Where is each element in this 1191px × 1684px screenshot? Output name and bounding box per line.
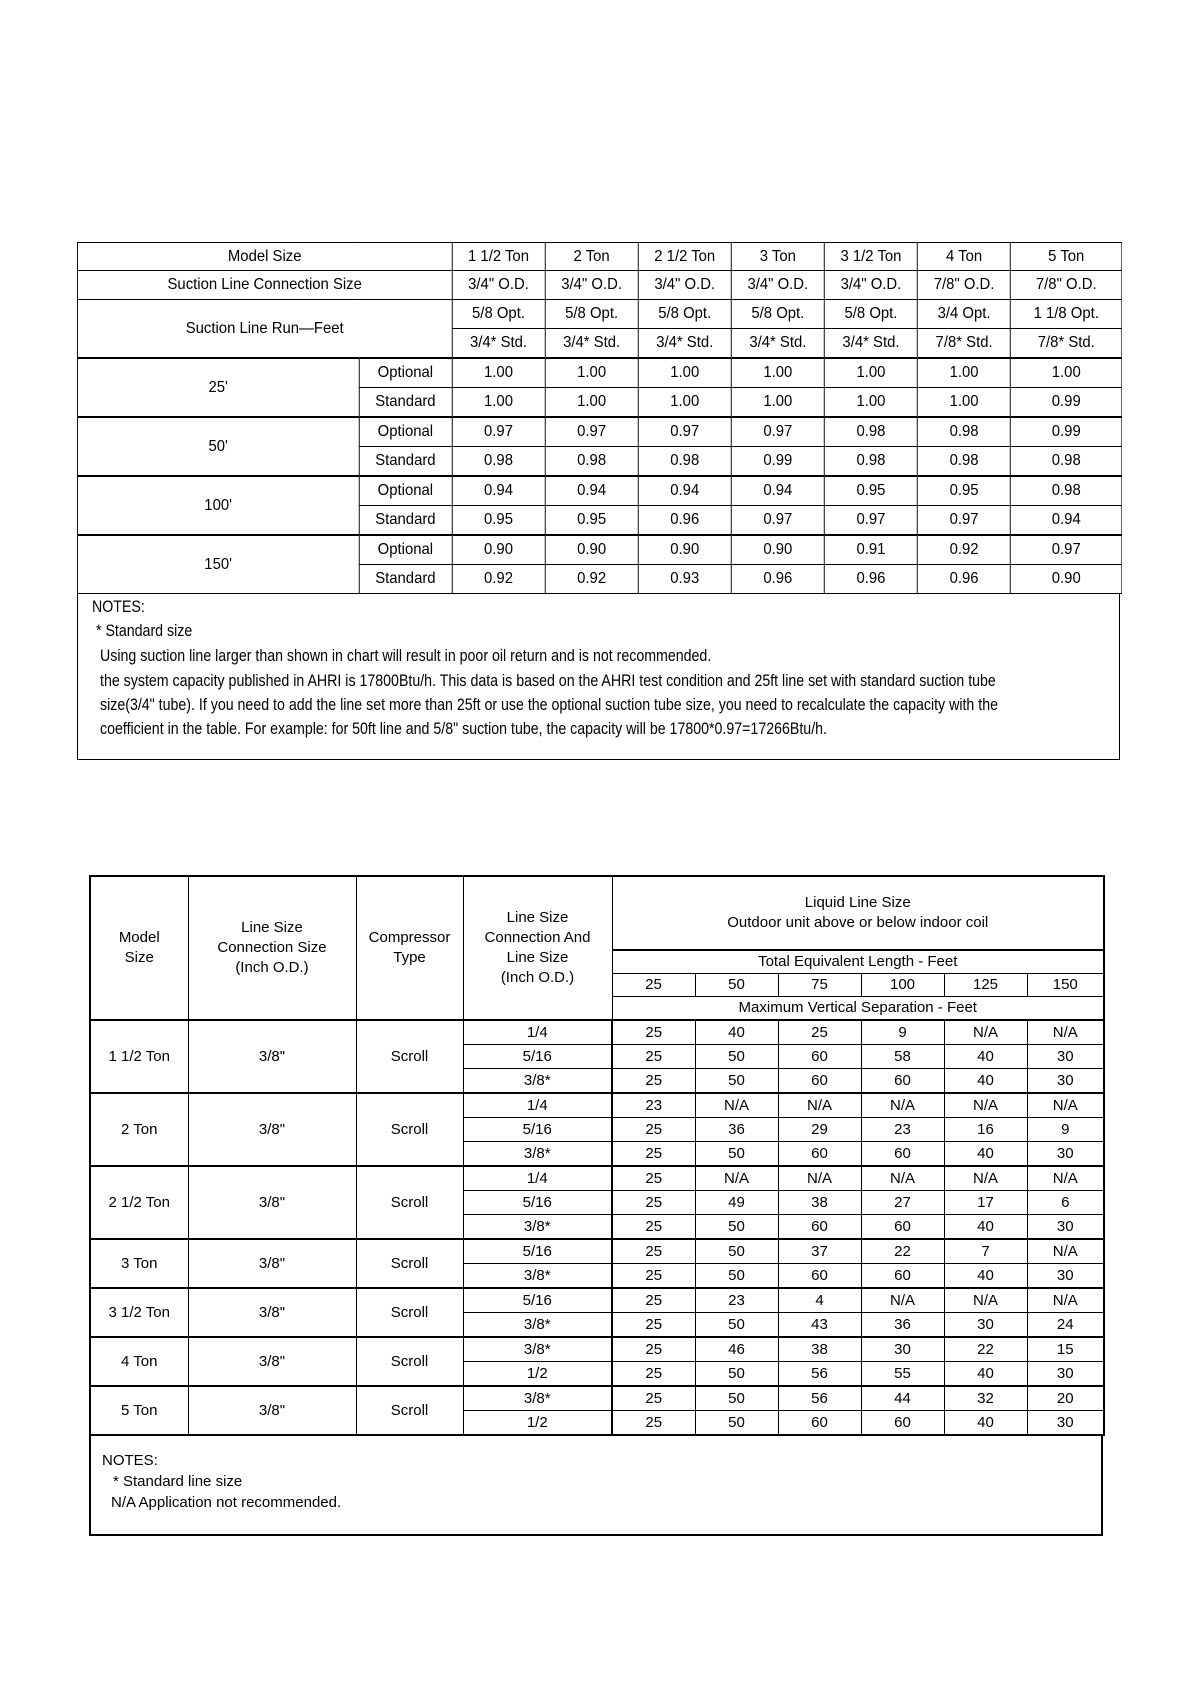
coefficient-cell: 0.90 xyxy=(452,535,545,565)
coefficient-cell: 1.00 xyxy=(824,388,917,418)
vertical-separation-cell: N/A xyxy=(778,1166,861,1191)
coefficient-cell: 0.94 xyxy=(731,476,824,506)
vertical-separation-cell: 60 xyxy=(861,1069,944,1094)
vertical-separation-cell: 40 xyxy=(944,1069,1027,1094)
vertical-separation-cell: 37 xyxy=(778,1239,861,1264)
vertical-separation-cell: 49 xyxy=(695,1191,778,1215)
coefficient-cell: 0.95 xyxy=(545,506,638,536)
model-size-label: Model Size xyxy=(77,243,451,271)
liquid-notes xyxy=(89,1436,1103,1536)
vertical-separation-cell: 30 xyxy=(1027,1362,1104,1387)
line-size-header: Line Size Connection And Line Size (Inch O.D.) xyxy=(463,876,612,1020)
compressor-type-cell: Scroll xyxy=(356,1166,463,1239)
vertical-separation-cell: 38 xyxy=(778,1191,861,1215)
coefficient-cell: 1.00 xyxy=(918,358,1011,388)
vertical-separation-cell: N/A xyxy=(861,1166,944,1191)
coefficient-cell: 0.95 xyxy=(824,476,917,506)
vertical-separation-cell: 50 xyxy=(695,1264,778,1289)
liquid-data-row xyxy=(90,1337,1104,1362)
line-size-cell: 1/4 xyxy=(463,1093,612,1118)
vertical-separation-cell: 60 xyxy=(861,1411,944,1436)
model-size-cell: 5 Ton xyxy=(1011,243,1122,271)
vertical-separation-cell: N/A xyxy=(695,1093,778,1118)
coefficient-cell: 1.00 xyxy=(824,358,917,388)
vertical-separation-cell: 30 xyxy=(1027,1411,1104,1436)
coefficient-cell: 1.00 xyxy=(545,388,638,418)
coefficient-cell: 1.00 xyxy=(918,388,1011,418)
model-size-row xyxy=(77,243,1121,271)
coefficient-cell: 1.00 xyxy=(452,388,545,418)
vertical-separation-cell: 30 xyxy=(1027,1215,1104,1240)
liquid-data-row xyxy=(90,1386,1104,1411)
vertical-separation-cell: 30 xyxy=(1027,1142,1104,1167)
vertical-separation-cell: 9 xyxy=(861,1020,944,1045)
vertical-separation-cell: 36 xyxy=(861,1313,944,1338)
vertical-separation-cell: 25 xyxy=(612,1362,695,1387)
vertical-separation-cell: 25 xyxy=(612,1142,695,1167)
coefficient-cell: 0.98 xyxy=(1011,476,1122,506)
vertical-separation-cell: 50 xyxy=(695,1386,778,1411)
coefficient-cell: 0.98 xyxy=(452,447,545,477)
vertical-separation-cell: N/A xyxy=(944,1166,1027,1191)
model-size-cell: 2 Ton xyxy=(90,1093,188,1166)
connection-size-cell: 3/8" xyxy=(188,1337,356,1386)
vertical-separation-cell: N/A xyxy=(861,1093,944,1118)
line-size-cell: 3/8* xyxy=(463,1313,612,1338)
compressor-type-cell: Scroll xyxy=(356,1239,463,1288)
vertical-separation-cell: 29 xyxy=(778,1118,861,1142)
coefficient-cell: 0.98 xyxy=(918,417,1011,447)
vertical-separation-cell: 40 xyxy=(944,1215,1027,1240)
length-value: 150 xyxy=(1027,974,1104,997)
coefficient-cell: 0.93 xyxy=(638,565,731,594)
vertical-separation-cell: 25 xyxy=(612,1411,695,1436)
vertical-separation-cell: 25 xyxy=(612,1239,695,1264)
vertical-separation-cell: 60 xyxy=(778,1215,861,1240)
coefficient-cell: 0.96 xyxy=(918,565,1011,594)
liquid-header-row xyxy=(90,876,1104,950)
vertical-separation-cell: 50 xyxy=(695,1411,778,1436)
standard-label: Standard xyxy=(359,565,452,594)
vertical-separation-cell: 20 xyxy=(1027,1386,1104,1411)
coefficient-cell: 0.99 xyxy=(1011,417,1122,447)
length-value: 50 xyxy=(695,974,778,997)
coefficient-cell: 0.98 xyxy=(824,417,917,447)
vertical-separation-cell: N/A xyxy=(778,1093,861,1118)
vertical-separation-cell: 25 xyxy=(612,1337,695,1362)
line-size-cell: 5/16 xyxy=(463,1288,612,1313)
vertical-separation-cell: 40 xyxy=(944,1045,1027,1069)
length-value: 100 xyxy=(861,974,944,997)
run-length: 50' xyxy=(77,417,358,476)
compressor-type-cell: Scroll xyxy=(356,1386,463,1435)
vertical-separation-cell: 30 xyxy=(861,1337,944,1362)
coefficient-cell: 0.97 xyxy=(1011,535,1122,565)
line-size-cell: 5/16 xyxy=(463,1118,612,1142)
vertical-separation-cell: 38 xyxy=(778,1337,861,1362)
note-standard-line: * Standard line size xyxy=(113,1473,243,1490)
coefficient-cell: 0.90 xyxy=(731,535,824,565)
note-capacity-2: size(3/4" tube). If you need to add the line set more than 25ft or use the optional suction tube size, you need to recalculate the capacity with the xyxy=(100,696,998,714)
vertical-separation-cell: 25 xyxy=(612,1386,695,1411)
vertical-separation-cell: 56 xyxy=(778,1386,861,1411)
model-size-cell: 3 Ton xyxy=(90,1239,188,1288)
coefficient-cell: 0.97 xyxy=(638,417,731,447)
optional-tube-cell: 5/8 Opt. xyxy=(731,300,824,329)
note-standard-size: * Standard size xyxy=(96,622,193,640)
vertical-separation-cell: 60 xyxy=(778,1142,861,1167)
length-value: 75 xyxy=(778,974,861,997)
vertical-separation-cell: N/A xyxy=(944,1288,1027,1313)
run-optional-row xyxy=(77,417,1121,447)
coefficient-cell: 0.98 xyxy=(918,447,1011,477)
standard-label: Standard xyxy=(359,388,452,418)
vertical-separation-cell: 25 xyxy=(612,1069,695,1094)
vertical-separation-cell: N/A xyxy=(1027,1239,1104,1264)
note-oil-return: Using suction line larger than shown in chart will result in poor oil return and is not recommended. xyxy=(100,647,712,665)
optional-label: Optional xyxy=(359,476,452,506)
coefficient-cell: 0.96 xyxy=(824,565,917,594)
coefficient-cell: 1.00 xyxy=(731,388,824,418)
connection-size-cell: 3/8" xyxy=(188,1093,356,1166)
coefficient-cell: 0.98 xyxy=(824,447,917,477)
vertical-separation-cell: 50 xyxy=(695,1239,778,1264)
model-size-cell: 2 Ton xyxy=(545,243,638,271)
standard-label: Standard xyxy=(359,447,452,477)
run-optional-row xyxy=(77,358,1121,388)
vertical-separation-cell: 60 xyxy=(778,1045,861,1069)
vertical-separation-cell: 60 xyxy=(861,1142,944,1167)
optional-tube-cell: 5/8 Opt. xyxy=(545,300,638,329)
vertical-separation-cell: 50 xyxy=(695,1313,778,1338)
compressor-type-cell: Scroll xyxy=(356,1288,463,1337)
run-length: 25' xyxy=(77,358,358,417)
note-capacity-3: coefficient in the table. For example: for 50ft line and 5/8" suction tube, the capacity will be 17800*0.97=17266Btu/h. xyxy=(100,720,827,738)
model-size-cell: 2 1/2 Ton xyxy=(90,1166,188,1239)
connection-size-header: Line Size Connection Size (Inch O.D.) xyxy=(188,876,356,1020)
optional-tube-cell: 3/4 Opt. xyxy=(918,300,1011,329)
model-size-cell: 4 Ton xyxy=(90,1337,188,1386)
coefficient-cell: 1.00 xyxy=(545,358,638,388)
vertical-separation-cell: N/A xyxy=(944,1093,1027,1118)
vertical-separation-cell: 23 xyxy=(612,1093,695,1118)
optional-label: Optional xyxy=(359,358,452,388)
run-optional-row xyxy=(77,476,1121,506)
vertical-separation-cell: 43 xyxy=(778,1313,861,1338)
liquid-data-row xyxy=(90,1288,1104,1313)
connection-label: Suction Line Connection Size xyxy=(77,271,451,300)
vertical-separation-cell: 60 xyxy=(861,1264,944,1289)
connection-row xyxy=(77,271,1121,300)
vertical-separation-label: Maximum Vertical Separation - Feet xyxy=(612,997,1104,1021)
suction-notes xyxy=(77,594,1120,760)
vertical-separation-cell: 44 xyxy=(861,1386,944,1411)
coefficient-cell: 0.94 xyxy=(1011,506,1122,536)
vertical-separation-cell: 25 xyxy=(612,1045,695,1069)
model-size-cell: 1 1/2 Ton xyxy=(452,243,545,271)
coefficient-cell: 0.96 xyxy=(731,565,824,594)
connection-cell: 7/8" O.D. xyxy=(1011,271,1122,300)
vertical-separation-cell: N/A xyxy=(1027,1288,1104,1313)
coefficient-cell: 0.90 xyxy=(1011,565,1122,594)
coefficient-cell: 1.00 xyxy=(638,358,731,388)
coefficient-cell: 0.98 xyxy=(638,447,731,477)
vertical-separation-cell: N/A xyxy=(861,1288,944,1313)
vertical-separation-cell: 50 xyxy=(695,1069,778,1094)
coefficient-cell: 1.00 xyxy=(1011,358,1122,388)
standard-tube-cell: 3/4* Std. xyxy=(824,329,917,359)
vertical-separation-cell: N/A xyxy=(1027,1020,1104,1045)
vertical-separation-cell: 40 xyxy=(944,1142,1027,1167)
vertical-separation-cell: 55 xyxy=(861,1362,944,1387)
vertical-separation-cell: 27 xyxy=(861,1191,944,1215)
coefficient-cell: 0.92 xyxy=(452,565,545,594)
standard-tube-cell: 3/4* Std. xyxy=(545,329,638,359)
coefficient-cell: 0.97 xyxy=(731,417,824,447)
vertical-separation-cell: 40 xyxy=(944,1411,1027,1436)
vertical-separation-cell: 50 xyxy=(695,1362,778,1387)
optional-tube-row xyxy=(77,300,1121,329)
coefficient-cell: 1.00 xyxy=(731,358,824,388)
vertical-separation-cell: 60 xyxy=(778,1411,861,1436)
vertical-separation-cell: 6 xyxy=(1027,1191,1104,1215)
note-capacity-1: the system capacity published in AHRI is 17800Btu/h. This data is based on the AHRI test condition and 25ft line set with standard suction tube xyxy=(100,672,996,690)
note-na: N/A Application not recommended. xyxy=(111,1494,342,1511)
line-size-cell: 3/8* xyxy=(463,1264,612,1289)
standard-tube-cell: 3/4* Std. xyxy=(731,329,824,359)
connection-cell: 3/4" O.D. xyxy=(824,271,917,300)
model-size-header: Model Size xyxy=(90,876,188,1020)
coefficient-cell: 0.94 xyxy=(638,476,731,506)
coefficient-cell: 0.97 xyxy=(452,417,545,447)
connection-cell: 3/4" O.D. xyxy=(452,271,545,300)
vertical-separation-cell: 17 xyxy=(944,1191,1027,1215)
vertical-separation-cell: 23 xyxy=(695,1288,778,1313)
vertical-separation-cell: 40 xyxy=(695,1020,778,1045)
line-size-cell: 1/2 xyxy=(463,1411,612,1436)
connection-size-cell: 3/8" xyxy=(188,1288,356,1337)
optional-tube-cell: 1 1/8 Opt. xyxy=(1011,300,1122,329)
coefficient-cell: 0.91 xyxy=(824,535,917,565)
vertical-separation-cell: 30 xyxy=(944,1313,1027,1338)
coefficient-cell: 0.98 xyxy=(545,447,638,477)
vertical-separation-cell: 16 xyxy=(944,1118,1027,1142)
suction-line-table-section xyxy=(77,242,1122,760)
vertical-separation-cell: 56 xyxy=(778,1362,861,1387)
vertical-separation-cell: 7 xyxy=(944,1239,1027,1264)
coefficient-cell: 0.95 xyxy=(452,506,545,536)
vertical-separation-cell: 60 xyxy=(778,1069,861,1094)
compressor-type-header: Compressor Type xyxy=(356,876,463,1020)
coefficient-cell: 0.96 xyxy=(638,506,731,536)
vertical-separation-cell: N/A xyxy=(1027,1166,1104,1191)
compressor-type-cell: Scroll xyxy=(356,1337,463,1386)
liquid-data-row xyxy=(90,1239,1104,1264)
optional-tube-cell: 5/8 Opt. xyxy=(638,300,731,329)
vertical-separation-cell: 50 xyxy=(695,1142,778,1167)
standard-label: Standard xyxy=(359,506,452,536)
model-size-cell: 1 1/2 Ton xyxy=(90,1020,188,1093)
coefficient-cell: 1.00 xyxy=(452,358,545,388)
liquid-data-row xyxy=(90,1020,1104,1045)
connection-cell: 3/4" O.D. xyxy=(545,271,638,300)
compressor-type-cell: Scroll xyxy=(356,1093,463,1166)
length-value: 25 xyxy=(612,974,695,997)
coefficient-cell: 0.90 xyxy=(545,535,638,565)
connection-size-cell: 3/8" xyxy=(188,1386,356,1435)
connection-cell: 3/4" O.D. xyxy=(731,271,824,300)
vertical-separation-cell: 25 xyxy=(778,1020,861,1045)
vertical-separation-cell: 60 xyxy=(861,1215,944,1240)
vertical-separation-cell: 60 xyxy=(778,1264,861,1289)
liquid-line-table xyxy=(89,875,1105,1436)
vertical-separation-cell: 50 xyxy=(695,1215,778,1240)
vertical-separation-cell: 24 xyxy=(1027,1313,1104,1338)
run-optional-row xyxy=(77,535,1121,565)
vertical-separation-cell: 25 xyxy=(612,1118,695,1142)
coefficient-cell: 0.97 xyxy=(545,417,638,447)
optional-tube-cell: 5/8 Opt. xyxy=(452,300,545,329)
coefficient-cell: 0.99 xyxy=(731,447,824,477)
vertical-separation-cell: 4 xyxy=(778,1288,861,1313)
line-size-cell: 1/4 xyxy=(463,1020,612,1045)
line-size-cell: 3/8* xyxy=(463,1215,612,1240)
liquid-line-title: Liquid Line Size Outdoor unit above or below indoor coil xyxy=(612,876,1104,950)
coefficient-cell: 0.97 xyxy=(918,506,1011,536)
compressor-type-cell: Scroll xyxy=(356,1020,463,1093)
vertical-separation-cell: 46 xyxy=(695,1337,778,1362)
connection-size-cell: 3/8" xyxy=(188,1166,356,1239)
vertical-separation-cell: 25 xyxy=(612,1264,695,1289)
vertical-separation-cell: 30 xyxy=(1027,1069,1104,1094)
suction-line-table xyxy=(77,242,1122,594)
liquid-line-table-section xyxy=(89,875,1103,1536)
vertical-separation-cell: 15 xyxy=(1027,1337,1104,1362)
vertical-separation-cell: 23 xyxy=(861,1118,944,1142)
vertical-separation-cell: 32 xyxy=(944,1386,1027,1411)
line-size-cell: 3/8* xyxy=(463,1337,612,1362)
coefficient-cell: 0.94 xyxy=(545,476,638,506)
length-value: 125 xyxy=(944,974,1027,997)
liquid-data-row xyxy=(90,1166,1104,1191)
standard-tube-cell: 3/4* Std. xyxy=(452,329,545,359)
model-size-cell: 2 1/2 Ton xyxy=(638,243,731,271)
coefficient-cell: 0.90 xyxy=(638,535,731,565)
run-length: 100' xyxy=(77,476,358,535)
connection-cell: 3/4" O.D. xyxy=(638,271,731,300)
line-size-cell: 5/16 xyxy=(463,1045,612,1069)
model-size-cell: 5 Ton xyxy=(90,1386,188,1435)
coefficient-cell: 0.95 xyxy=(918,476,1011,506)
vertical-separation-cell: 25 xyxy=(612,1215,695,1240)
model-size-cell: 4 Ton xyxy=(918,243,1011,271)
coefficient-cell: 0.92 xyxy=(918,535,1011,565)
vertical-separation-cell: 25 xyxy=(612,1191,695,1215)
standard-tube-cell: 7/8* Std. xyxy=(1011,329,1122,359)
standard-tube-cell: 7/8* Std. xyxy=(918,329,1011,359)
vertical-separation-cell: N/A xyxy=(695,1166,778,1191)
vertical-separation-cell: 22 xyxy=(944,1337,1027,1362)
notes-heading: NOTES: xyxy=(102,1452,158,1469)
connection-size-cell: 3/8" xyxy=(188,1239,356,1288)
model-size-cell: 3 Ton xyxy=(731,243,824,271)
coefficient-cell: 0.99 xyxy=(1011,388,1122,418)
connection-cell: 7/8" O.D. xyxy=(918,271,1011,300)
connection-size-cell: 3/8" xyxy=(188,1020,356,1093)
vertical-separation-cell: 40 xyxy=(944,1264,1027,1289)
coefficient-cell: 0.97 xyxy=(824,506,917,536)
vertical-separation-cell: N/A xyxy=(944,1020,1027,1045)
coefficient-cell: 0.94 xyxy=(452,476,545,506)
optional-tube-cell: 5/8 Opt. xyxy=(824,300,917,329)
optional-label: Optional xyxy=(359,417,452,447)
vertical-separation-cell: 40 xyxy=(944,1362,1027,1387)
vertical-separation-cell: 50 xyxy=(695,1045,778,1069)
vertical-separation-cell: 25 xyxy=(612,1166,695,1191)
line-size-cell: 3/8* xyxy=(463,1142,612,1167)
vertical-separation-cell: 25 xyxy=(612,1288,695,1313)
run-label: Suction Line Run—Feet xyxy=(77,300,451,359)
coefficient-cell: 0.98 xyxy=(1011,447,1122,477)
vertical-separation-cell: 22 xyxy=(861,1239,944,1264)
model-size-cell: 3 1/2 Ton xyxy=(90,1288,188,1337)
line-size-cell: 3/8* xyxy=(463,1386,612,1411)
coefficient-cell: 0.97 xyxy=(731,506,824,536)
line-size-cell: 3/8* xyxy=(463,1069,612,1094)
optional-label: Optional xyxy=(359,535,452,565)
line-size-cell: 1/2 xyxy=(463,1362,612,1387)
run-length: 150' xyxy=(77,535,358,594)
standard-tube-cell: 3/4* Std. xyxy=(638,329,731,359)
vertical-separation-cell: 30 xyxy=(1027,1264,1104,1289)
line-size-cell: 5/16 xyxy=(463,1191,612,1215)
total-length-label: Total Equivalent Length - Feet xyxy=(612,950,1104,974)
line-size-cell: 1/4 xyxy=(463,1166,612,1191)
notes-heading: NOTES: xyxy=(92,598,145,616)
coefficient-cell: 1.00 xyxy=(638,388,731,418)
vertical-separation-cell: 30 xyxy=(1027,1045,1104,1069)
vertical-separation-cell: 9 xyxy=(1027,1118,1104,1142)
vertical-separation-cell: 25 xyxy=(612,1020,695,1045)
vertical-separation-cell: 36 xyxy=(695,1118,778,1142)
vertical-separation-cell: N/A xyxy=(1027,1093,1104,1118)
vertical-separation-cell: 25 xyxy=(612,1313,695,1338)
vertical-separation-cell: 58 xyxy=(861,1045,944,1069)
model-size-cell: 3 1/2 Ton xyxy=(824,243,917,271)
line-size-cell: 5/16 xyxy=(463,1239,612,1264)
liquid-data-row xyxy=(90,1093,1104,1118)
coefficient-cell: 0.92 xyxy=(545,565,638,594)
